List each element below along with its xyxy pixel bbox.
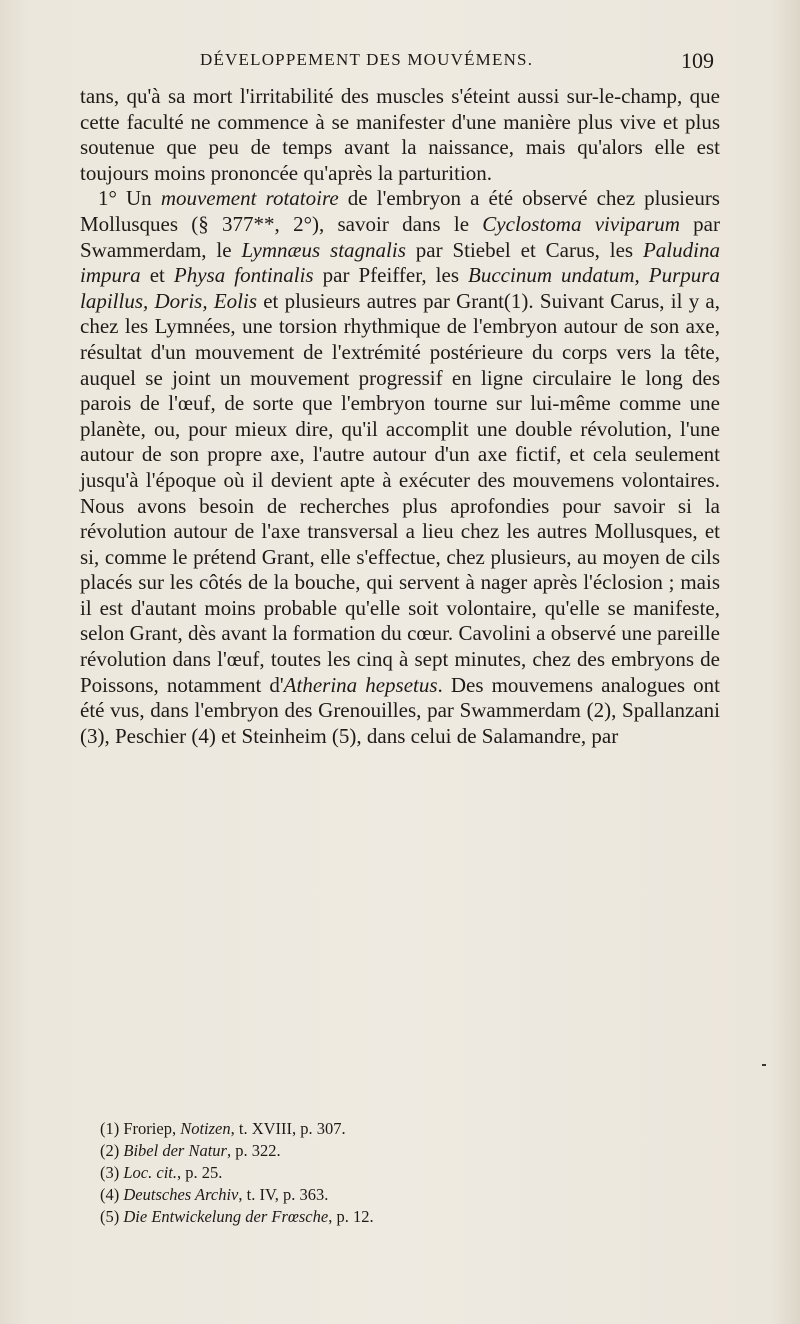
footnote-ref: , p. 322. [226, 1141, 281, 1160]
page-header [80, 48, 720, 78]
footnote-title: Notizen [180, 1119, 231, 1138]
paragraph-2 [80, 186, 720, 749]
footnote-number: (2) [100, 1141, 124, 1160]
p2-term-3: Cyclostoma viviparum [482, 211, 680, 236]
p2-text-8: et [140, 263, 174, 288]
ink-speck [762, 1064, 766, 1066]
p2-term-9: Physa fontinalis [173, 263, 314, 288]
p2-text-4: par Swammerdam, le [80, 211, 720, 262]
p2-term-11: Buccinum undatum, Purpura lapillus, Doris, Eolis [80, 263, 720, 313]
footnote-author: Froriep, [123, 1119, 181, 1138]
footnote-number: (4) [100, 1185, 124, 1204]
page-number: 109 [681, 48, 714, 73]
footnote-ref: , p. 12. [328, 1207, 374, 1226]
p2-term-5: Lymnæus stagnalis [241, 237, 406, 262]
p2-term-7: Paludina impura [80, 237, 720, 288]
footnote-2 [100, 1140, 700, 1162]
footnote-3 [100, 1162, 700, 1184]
p2-term-1: mouvement rotatoire [160, 186, 339, 211]
body-text [80, 84, 720, 749]
footnote-title: Loc. cit. [123, 1163, 177, 1182]
running-title: DÉVELOPPEMENT DES MOUVÉMENS. [200, 50, 534, 69]
p2-text-6: par Stiebel et Carus, les [405, 237, 643, 262]
p2-term-13: Atherina hepsetus [283, 672, 438, 697]
paragraph-1: tans, qu'à sa mort l'irritabilité des muscles s'éteint aussi sur-le-champ, que cette faculté ne commence à se manifester d'une manière plus vive et plus soutenue que peu de temps avant la naissance, mais qu'alors elle est toujours moins prononcée qu'après la parturition. [80, 84, 720, 185]
p2-text-12: et plusieurs autres par Grant(1). Suivant Carus, il y a, chez les Lymnées, une torsion rhythmique de l'embryon autour de son axe, résultat d'un mouvement de l'extrémité postérieure du corps vers la tête, auquel se joint un mouvement progressif en ligne circulaire le long des parois de l'œuf, de sorte que l'embryon tourne sur lui-même comme une planète, ou, pour mieux dire, qu'il accomplit une double révolution, l'une autour de son propre axe, l'autre autour d'un axe fictif, et cela seulement jusqu'à l'époque où il devient apte à exécuter des mouvemens volontaires. Nous avons besoin de recherches plus aprofondies pour savoir si la révolution autour de l'axe transversal a lieu chez les autres Mollusques, et si, comme le prétend Grant, elle s'effectue, chez plusieurs, au moyen de cils placés sur les côtés de la bouche, qui servent à nager après l'éclosion ; mais il est d'autant moins probable qu'elle soit volontaire, qu'elle se manifeste, selon Grant, dès avant la formation du cœur. Cavolini a observé une pareille révolution dans l'œuf, toutes les cinq à sept minutes, chez des embryons de Poissons, notamment d' [80, 288, 720, 697]
footnote-ref: , t. IV, p. 363. [238, 1185, 329, 1204]
footnote-number: (3) [100, 1163, 124, 1182]
footnote-title: Deutsches Archiv [123, 1185, 239, 1204]
p2-text-10: par Pfeiffer, les [313, 263, 469, 288]
footnote-5 [100, 1206, 700, 1228]
footnotes [100, 1118, 700, 1228]
footnote-title: Die Entwickelung der Frœsche [123, 1207, 329, 1226]
footnote-4 [100, 1184, 700, 1206]
footnote-number: (1) [100, 1119, 124, 1138]
p2-text-2: de l'embryon a été observé chez plusieurs Mollusques (§ 377**, 2°), savoir dans le [80, 186, 720, 236]
footnote-title: Bibel der Natur [123, 1141, 227, 1160]
p2-num: 1° Un [98, 186, 161, 211]
footnote-number: (5) [100, 1207, 124, 1226]
footnote-1 [100, 1118, 700, 1140]
p2-text-14: . Des mouvemens analogues ont été vus, dans l'embryon des Grenouilles, par Swammerdam (2), Spallanzani (3), Peschier (4) et Steinheim (5), dans celui de Salamandre, par [80, 672, 720, 748]
footnote-ref: , p. 25. [177, 1163, 223, 1182]
footnote-ref: , t. XVIII, p. 307. [230, 1119, 346, 1138]
